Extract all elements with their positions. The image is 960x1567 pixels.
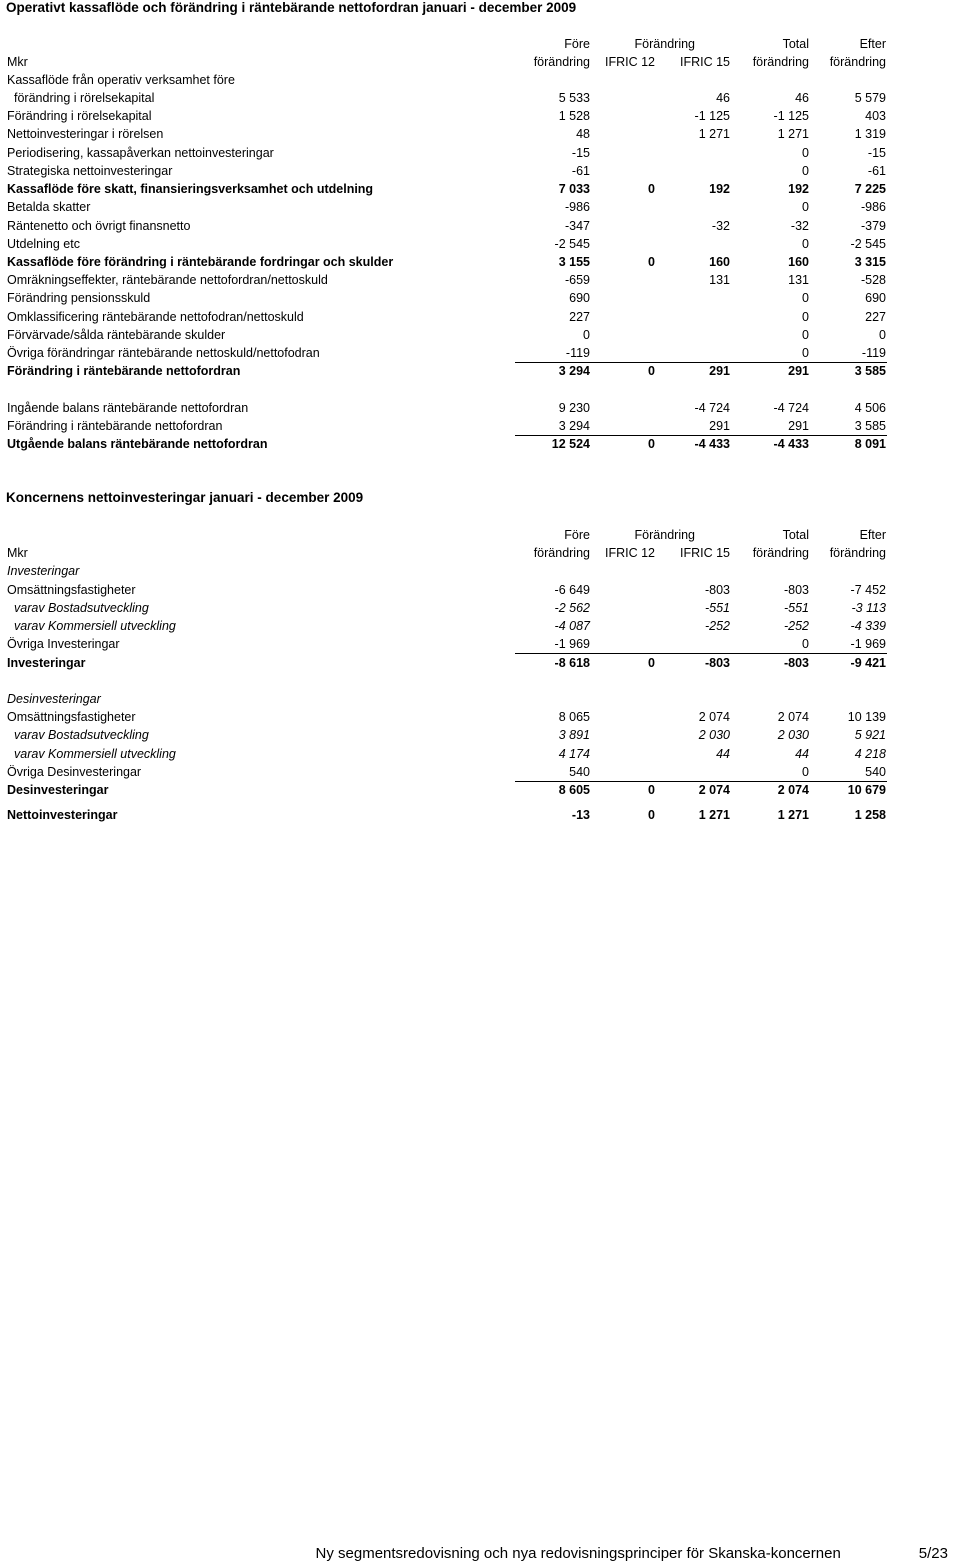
row-value-col5: -15 [867,146,886,160]
row-value-col1: 227 [569,310,590,324]
header-col3: IFRIC 15 [679,55,730,69]
row-value-col1: 12 524 [551,437,590,451]
row-value-col3: -551 [704,601,730,615]
section2-row [0,617,960,635]
header-col3: IFRIC 15 [679,546,730,560]
page-footer [316,1545,948,1562]
section2-row [0,562,960,580]
header-forandring: Förändring [634,528,695,542]
row-value-col5: -4 339 [850,619,886,633]
row-value-col4: 0 [802,328,809,342]
row-value-col3: 192 [709,182,730,196]
row-value-col5: 7 225 [854,182,886,196]
row-value-col2: 0 [648,656,655,670]
row-value-col4: 2 074 [777,710,809,724]
row-label: Nettoinvesteringar [7,808,118,822]
section1-row [0,198,960,216]
header-col2: IFRIC 12 [604,55,655,69]
row-label: Kassaflöde före förändring i räntebärande fordringar och skulder [7,255,394,269]
row-value-col5: 10 679 [847,783,886,797]
row-value-col4: 291 [788,364,809,378]
section2-row [0,690,960,708]
row-label: varav Kommersiell utveckling [14,747,176,761]
header-col4: förändring [752,55,809,69]
row-value-col1: -15 [571,146,590,160]
row-value-col5: 403 [865,109,886,123]
row-value-col1: 48 [576,127,590,141]
section2-row [0,708,960,726]
row-label: Räntenetto och övrigt finansnetto [7,219,191,233]
section1-row [0,71,960,89]
section2-row [0,635,960,653]
row-label: Förändring i rörelsekapital [7,109,152,123]
row-value-col4: -1 125 [773,109,809,123]
row-label: Övriga förändringar räntebärande nettoskuld/nettofodran [7,346,320,360]
row-value-col5: 3 585 [854,419,886,433]
row-value-col5: 5 921 [854,728,886,742]
section1-title: Operativt kassaflöde och förändring i räntebärande nettofordran januari - december 2009 [6,0,577,15]
row-value-col2: 0 [648,364,655,378]
row-value-col1: -6 649 [554,583,590,597]
row-value-col1: 8 065 [558,710,590,724]
row-value-col5: 4 218 [854,747,886,761]
row-value-col1: 3 294 [558,364,590,378]
header-col5: förändring [829,55,886,69]
row-value-col1: -347 [564,219,590,233]
row-value-col4: -32 [790,219,809,233]
row-value-col3: 291 [709,419,730,433]
row-value-col1: 540 [569,765,590,779]
section1-row [0,344,960,362]
row-value-col1: -13 [571,808,590,822]
row-value-col4: 0 [802,164,809,178]
row-value-col4: 1 271 [777,808,809,822]
row-value-col1: -8 618 [554,656,590,670]
section1-row [0,89,960,107]
footer-text: Ny segmentsredovisning och nya redovisningsprinciper för Skanska-koncernen [315,1545,841,1562]
row-value-col2: 0 [648,255,655,269]
section2-header-top [0,526,960,544]
section1-row [0,362,960,380]
section2-row [0,726,960,744]
section1-row [0,217,960,235]
section1-row [0,162,960,180]
section1-row [0,180,960,198]
section1-row [0,435,960,453]
header-mkr: Mkr [7,55,28,69]
row-label: Betalda skatter [7,200,91,214]
row-value-col1: -2 545 [554,237,590,251]
row-value-col5: 0 [879,328,886,342]
row-label: Omklassificering räntebärande nettofodran/nettoskuld [7,310,304,324]
row-value-col3: -803 [704,583,730,597]
header-col5: förändring [829,546,886,560]
row-value-col5: 5 579 [854,91,886,105]
row-value-col3: -803 [704,656,730,670]
row-value-col1: 9 230 [558,401,590,415]
row-value-col3: 2 074 [698,710,730,724]
row-label: Desinvesteringar [7,692,101,706]
row-value-col5: -986 [860,200,886,214]
row-value-col3: 1 271 [698,808,730,822]
row-value-col3: 2 030 [698,728,730,742]
row-value-col5: -379 [860,219,886,233]
row-value-col1: 4 174 [558,747,590,761]
row-value-col1: 3 294 [558,419,590,433]
row-value-col4: 291 [788,419,809,433]
row-value-col4: -252 [783,619,809,633]
row-value-col5: -61 [867,164,886,178]
row-value-col4: -551 [783,601,809,615]
row-label: Ingående balans räntebärande nettofordran [7,401,249,415]
section2-header-bottom [0,544,960,562]
row-value-col3: -4 433 [694,437,730,451]
row-label: Utgående balans räntebärande nettofordran [7,437,268,451]
row-value-col4: 131 [788,273,809,287]
row-value-col4: 0 [802,637,809,651]
row-label: Förvärvade/sålda räntebärande skulder [7,328,226,342]
row-value-col2: 0 [648,182,655,196]
row-value-col1: -119 [565,346,590,360]
section1-row [0,417,960,435]
row-value-col3: 46 [716,91,730,105]
row-value-col4: 0 [802,200,809,214]
section1-row [0,271,960,289]
row-value-col3: -1 125 [694,109,730,123]
header-efter: Efter [859,37,886,51]
row-value-col1: 690 [569,291,590,305]
row-label: Omsättningsfastigheter [7,710,136,724]
row-value-col3: 131 [709,273,730,287]
row-value-col1: -2 562 [554,601,590,615]
row-value-col5: -119 [861,346,886,360]
row-value-col1: -986 [564,200,590,214]
row-label: Omsättningsfastigheter [7,583,136,597]
row-value-col4: 2 030 [777,728,809,742]
row-value-col5: 540 [865,765,886,779]
row-value-col4: 0 [802,346,809,360]
row-value-col5: 1 319 [854,127,886,141]
row-label: Förändring i räntebärande nettofordran [7,419,223,433]
header-mkr: Mkr [7,546,28,560]
row-label: Omräkningseffekter, räntebärande nettofordran/nettoskuld [7,273,328,287]
section1-row [0,289,960,307]
row-value-col1: 5 533 [558,91,590,105]
row-label: Desinvesteringar [7,783,109,797]
row-label: Utdelning etc [7,237,80,251]
row-value-col4: 0 [802,310,809,324]
section2-row [0,654,960,672]
section2-row [0,581,960,599]
section1-row [0,107,960,125]
row-label: varav Bostadsutveckling [14,728,149,742]
row-value-col4: 160 [788,255,809,269]
row-value-col4: 0 [802,765,809,779]
row-label: Kassaflöde från operativ verksamhet före [7,73,235,87]
row-label: Övriga Desinvesteringar [7,765,142,779]
header-efter: Efter [859,528,886,542]
row-value-col1: -4 087 [554,619,590,633]
row-label: Periodisering, kassapåverkan nettoinvesteringar [7,146,274,160]
header-col2: IFRIC 12 [604,546,655,560]
row-value-col1: 3 891 [558,728,590,742]
row-value-col4: -4 724 [773,401,809,415]
section1-header-top [0,35,960,53]
section2-title: Koncernens nettoinvesteringar januari - december 2009 [6,490,364,505]
row-value-col3: 160 [709,255,730,269]
row-value-col1: 7 033 [558,182,590,196]
section2-row [0,599,960,617]
row-value-col1: 0 [583,328,590,342]
row-value-col4: 44 [795,747,809,761]
row-value-col2: 0 [648,808,655,822]
row-value-col5: 1 258 [854,808,886,822]
row-value-col1: 3 155 [558,255,590,269]
section1-row [0,399,960,417]
row-value-col5: 10 139 [847,710,886,724]
row-value-col3: 44 [716,747,730,761]
row-label: Strategiska nettoinvesteringar [7,164,173,178]
row-value-col3: 291 [709,364,730,378]
row-value-col4: -803 [783,583,809,597]
row-value-col4: 0 [802,146,809,160]
row-value-col4: 1 271 [777,127,809,141]
row-value-col5: 227 [865,310,886,324]
row-value-col1: -659 [564,273,590,287]
row-label: Förändring pensionsskuld [7,291,151,305]
row-value-col5: -3 113 [851,601,886,615]
row-value-col3: -32 [711,219,730,233]
row-value-col5: -1 969 [850,637,886,651]
section1-row [0,235,960,253]
section2-row [0,806,960,824]
section1-row [0,308,960,326]
row-value-col5: 8 091 [854,437,886,451]
row-value-col1: 8 605 [558,783,590,797]
section2-row [0,763,960,781]
row-value-col5: 4 506 [854,401,886,415]
row-label: Nettoinvesteringar i rörelsen [7,127,164,141]
section1-row [0,253,960,271]
row-value-col1: -1 969 [554,637,590,651]
row-value-col5: -9 421 [850,656,886,670]
row-value-col2: 0 [648,783,655,797]
row-value-col1: 1 528 [558,109,590,123]
row-value-col4: -4 433 [773,437,809,451]
header-forandring: Förändring [634,37,695,51]
row-value-col5: 3 585 [854,364,886,378]
row-value-col2: 0 [648,437,655,451]
row-value-col3: -252 [704,619,730,633]
row-value-col3: 1 271 [698,127,730,141]
header-col1: förändring [533,55,590,69]
row-label: förändring i rörelsekapital [14,91,155,105]
row-value-col4: -803 [783,656,809,670]
row-label: Investeringar [7,564,80,578]
header-total: Total [782,37,809,51]
row-label: Investeringar [7,656,86,670]
row-value-col5: 3 315 [854,255,886,269]
section1-row [0,144,960,162]
header-col1: förändring [533,546,590,560]
header-col4: förändring [752,546,809,560]
row-label: Kassaflöde före skatt, finansieringsverksamhet och utdelning [7,182,374,196]
row-label: Övriga Investeringar [7,637,120,651]
row-value-col4: 46 [795,91,809,105]
row-value-col3: 2 074 [698,783,730,797]
row-value-col4: 0 [802,291,809,305]
header-fore: Före [564,528,590,542]
row-value-col5: -2 545 [850,237,886,251]
section1-row [0,326,960,344]
row-value-col4: 2 074 [777,783,809,797]
row-value-col5: 690 [865,291,886,305]
row-value-col3: -4 724 [694,401,730,415]
section2-row [0,781,960,799]
row-value-col5: -528 [860,273,886,287]
row-value-col5: -7 452 [850,583,886,597]
row-value-col1: -61 [571,164,590,178]
row-value-col4: 192 [788,182,809,196]
section1-row [0,125,960,143]
header-fore: Före [564,37,590,51]
row-label: Förändring i räntebärande nettofordran [7,364,241,378]
header-total: Total [782,528,809,542]
row-label: varav Kommersiell utveckling [14,619,176,633]
page-number: 5/23 [918,1545,948,1562]
section1-header-bottom [0,53,960,71]
row-value-col4: 0 [802,237,809,251]
row-label: varav Bostadsutveckling [14,601,149,615]
section2-row [0,745,960,763]
